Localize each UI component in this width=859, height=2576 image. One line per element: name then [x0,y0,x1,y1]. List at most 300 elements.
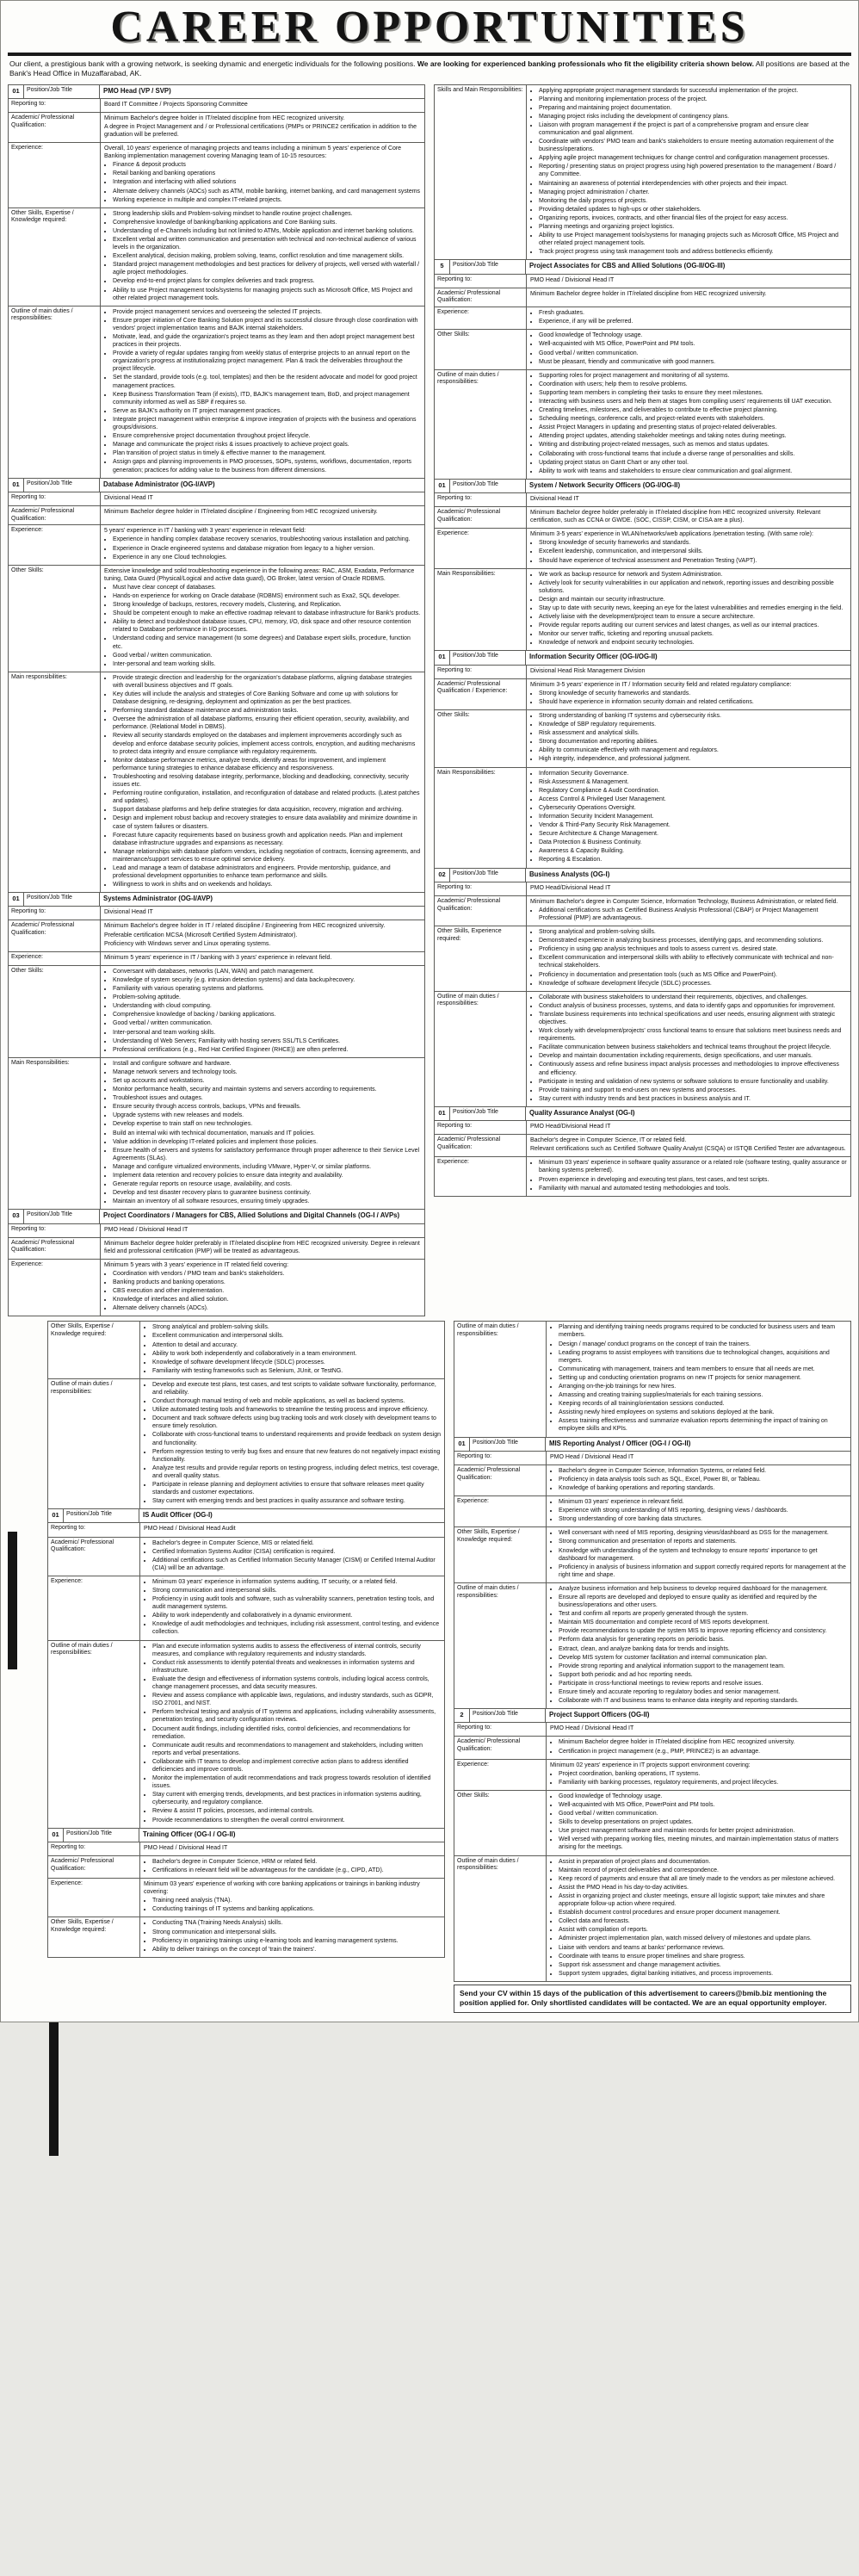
row-content [101,1058,424,1210]
detail-row [454,1527,850,1583]
bullet-item: • Familiarity with various operating systems and platforms. [113,985,421,993]
bullet-item: • Participate in cross-functional meetings to review reports and resolve issues. [559,1680,847,1687]
row-content [547,1322,850,1436]
content-text: Minimum Bachelor degree holder preferably in IT/related discipline from HEC recognized university. Degree in relevant field and professional certification (PMP) will be treated as advantageous. [104,1240,420,1254]
position-title-label: Position/Job Title [64,1509,139,1522]
bullet-item: • Well versed with preparing working files, meeting minutes, and maintain implementation status of matters arising for the meetings. [559,1836,847,1851]
bullet-list [104,161,421,203]
row-label: Academic/ Professional Qualification: [48,1538,140,1576]
bullet-item: • Conduct risk assessments to identify potential threats and weaknesses in information systems and infrastructure. [152,1659,441,1675]
detail-row [48,1379,444,1508]
bullet-item: • Develop and execute test plans, test cases, and test scripts to validate software functionality, performance, and reliability. [152,1381,441,1396]
bullet-item: • Utilize automated testing tools and frameworks to streamline the testing process and improve efficiency. [152,1406,441,1414]
position-title: Training Officer (OG-I / OG-II) [143,1830,236,1838]
position-title: Information Security Officer (OG-I/OG-II) [529,653,658,661]
bullet-item: • Coordinate with vendors' PMO team and bank's stakeholders to ensure meeting automation requirement of the business/operations. [539,138,847,153]
position-block [454,1321,851,1437]
row-label: Academic/ Professional Qualification: [48,1856,140,1878]
position-title-row [9,1210,424,1223]
bullet-item: • Strong analytical and problem-solving skills. [152,1323,441,1331]
content-text: Minimum 3-5 years' experience in IT / Information security field and related regulatory compliance: [530,681,792,688]
bullet-item: • Integration and interfacing with allied solutions [113,178,421,186]
detail-row [435,275,850,288]
position-title-label: Position/Job Title [24,1210,100,1223]
bullet-item: • Design / manage/ conduct programs on the concept of train the trainers. [559,1341,847,1348]
row-content [101,1260,424,1316]
row-label: Academic/ Professional Qualification: [9,113,101,142]
position-block [8,1209,425,1316]
bullet-item: • Develop MIS system for customer facilitation and internal communication plan. [559,1654,847,1662]
content-text: Preferable certification MCSA (Microsoft Certified System Administrator). [104,932,298,938]
bullet-list [550,1467,847,1492]
bullet-list [144,1919,441,1953]
bullet-item: • Strong understanding of core banking data structures. [559,1515,847,1523]
bullet-list [530,309,847,325]
bullet-item: • Access Control & Privileged User Management. [539,796,847,803]
bullet-item: • Key duties will include the analysis and strategies of Core Banking Software and come up with solutions for Database designing, re-designing, deployment and optimization as per the best practices. [113,690,421,706]
bullet-item: • Liaise with vendors and teams at banks' performance reviews. [559,1944,847,1952]
bullet-item: • Conducting trainings of IT systems and banking applications. [152,1905,441,1913]
detail-row [435,1121,850,1135]
bullet-item: • Maintaining an awareness of potential interdependencies with other projects and their impact. [539,180,847,188]
row-content [527,507,850,528]
bullet-item: • Assist in preparation of project plans and documentation. [559,1858,847,1866]
bullet-item: • We work as backup resource for network and System Administration. [539,571,847,579]
bullet-list [530,712,847,764]
position-title-row [48,1509,444,1523]
bullet-item: • Ability to communicate effectively with management and regulators. [539,746,847,754]
position-title-label: Position/Job Title [450,869,526,882]
bullet-item: • Applying agile project management techniques for change control and configuration management processes. [539,154,847,162]
bullet-item: • Review all security standards employed on the databases and implement improvements accordingly such as develop and enforce database security policies, implement access controls, encryption, and auditing mechanisms to protect data integrity and ensure compliance with regulatory requirements. [113,732,421,755]
bullet-item: • Updating project status on Gantt Chart or any other tool. [539,459,847,467]
bullet-list [550,1498,847,1523]
row-label: Academic/ Professional Qualification: [9,920,101,951]
detail-row [9,566,424,672]
bullet-item: • Develop and maintain documentation including requirements, design specifications, and user manuals. [539,1052,847,1060]
footer-days: 15 days [533,1988,560,1997]
bullet-item: • Managing project risks including the development of contingency plans. [539,113,847,121]
detail-row [435,710,850,768]
bullet-item: • Strong analytical and problem-solving skills. [539,928,847,936]
row-content [527,85,850,260]
position-title: Project Coordinators / Managers for CBS, Allied Solutions and Digital Channels (OG-I / AVPs) [103,1211,400,1220]
row-content [140,1576,444,1640]
row-label: Reporting to: [48,1523,140,1536]
bullet-item: • Collect data and forecasts. [559,1917,847,1925]
masthead-divider [8,53,851,56]
row-label: Main responsibilities: [9,672,101,892]
bullet-item: • Strong communication and presentation of reports and statements. [559,1538,847,1545]
detail-row [48,1917,444,1956]
bullet-item: • Monitor our server traffic, ticketing and reporting unusual packets. [539,630,847,638]
bullet-item: • Evaluate the design and effectiveness of information systems controls, including logical access controls, change management processes, and data security measures. [152,1675,441,1691]
position-title-label: Position/Job Title [450,260,526,273]
bullet-item: • Good verbal / written communication. [113,652,421,659]
row-content [527,882,850,895]
position-title: Business Analysts (OG-I) [529,870,610,878]
position-block [47,1321,445,1509]
row-content [547,1856,850,1981]
bullet-item: • Provide training and support to end-users on new systems and processes. [539,1087,847,1094]
bullet-list [530,372,847,475]
bullet-item: • Banking products and banking operations. [113,1279,421,1286]
position-title-label: Position/Job Title [470,1709,546,1722]
row-label: Main Responsibilities: [435,569,527,651]
bullet-item: • Knowledge of software development lifecycle (SDLC) processes. [539,980,847,988]
column-top-right [434,84,851,1196]
bullet-item: • Perform technical testing and analysis of IT systems and applications, including vulnerability assessments, penetration testing, and security configuration reviews. [152,1708,441,1724]
row-content [140,1879,444,1917]
bullet-item: • Supporting team members in completing their tasks to ensure they meet milestones. [539,389,847,397]
bullet-list [104,1270,421,1312]
detail-row [454,1496,850,1527]
print-edge-bar [49,2022,59,2156]
detail-row [9,143,424,208]
row-content [140,1322,444,1378]
content-text: Minimum Bachelor's degree in Computer Science, Information Technology, Business Administration, or related field. [530,898,838,905]
row-label: Experience: [9,1260,101,1316]
bullet-item: • Provide project management services and overseeing the selected IT projects. [113,308,421,316]
content-text: Overall, 10 years' experience of managing projects and teams including a minimum 5 years' experience of Core Banking implementation management covering Managing team of 10-15 resources: [104,146,402,160]
bullet-item: • Comprehensive knowledge of backing / banking applications. [113,1011,421,1019]
row-label: Reporting to: [454,1723,547,1736]
detail-row [48,1856,444,1879]
application-instructions [454,1985,851,2013]
bullet-item: • Professional certifications (e.g., Red Hat Certified Engineer (RHCE)) are often preferred. [113,1046,421,1054]
detail-row [435,768,850,868]
bullet-item: • Proficiency in analysis of business information and support correctly required reports for management at the right time and shape. [559,1564,847,1579]
row-content [140,1842,444,1855]
bullet-item: • Conversant with databases, networks (LAN, WAN) and patch management. [113,968,421,975]
bullet-list [104,210,421,302]
bullet-item: • Support database platforms and help define strategies for data acquisition, recovery, migration and archiving. [113,806,421,814]
row-label: Experience: [9,952,101,965]
bullet-item: • Review and assess compliance with applicable laws, regulations, and industry standards, such as GDPR, ISO 27001, and NIST. [152,1692,441,1707]
bullet-list [104,674,421,889]
bullet-list [530,539,847,564]
detail-row [435,992,850,1106]
row-content [527,275,850,288]
bullet-item: • Inter-personal and team working skills. [113,1029,421,1037]
detail-row [435,1157,850,1195]
position-title-row [9,85,424,99]
position-title: Project Associates for CBS and Allied Solutions (OG-II/OG-III) [529,262,726,270]
row-label: Outline of main duties / responsibilities: [454,1322,547,1436]
row-content [140,1917,444,1956]
row-content [527,288,850,307]
bullet-item: • Risk assessment and analytical skills. [539,729,847,737]
bullet-list [104,1060,421,1206]
bullet-item: • Strong leadership skills and Problem-solving mindset to handle routine project challenges. [113,210,421,218]
bullet-list [530,331,847,365]
bullet-item: • Standard project management methodologies and best practices for delivery of projects, well versed with waterfall / agile project methodologies. [113,261,421,276]
detail-row [9,1260,424,1316]
content-text: PMO Head / Divisional Head IT [530,276,615,283]
bullet-item: • Bachelor's degree in Computer Science, MIS or related field. [152,1539,441,1547]
row-label: Other Skills: [454,1791,547,1855]
bullet-item: • Ability to work both independently and collaboratively in a team environment. [152,1350,441,1358]
bullet-item: • Integrate project management within enterprise & improve integration of projects with the business and operations groups/divisions. [113,416,421,431]
content-text: Board IT Committee / Projects Sponsoring Committee [104,101,248,108]
bullet-item: • Conduct analysis of business processes, systems, and data to identify gaps and opportunities for improvement. [539,1002,847,1010]
bullet-item: • Problem-solving aptitude. [113,994,421,1001]
detail-row [48,1641,444,1828]
bullet-item: • Upgrade systems with new releases and models. [113,1112,421,1119]
row-content [101,1238,424,1259]
bullet-item: • Ability to work independently and collaboratively in a dynamic environment. [152,1612,441,1619]
bullet-item: • Collaborate with cross-functional teams to understand requirements and provide feedback on system design and functionality. [152,1431,441,1446]
row-content [527,529,850,567]
position-count: 01 [9,479,24,492]
detail-row [435,679,850,710]
detail-row [435,896,850,926]
position-title-row [454,1438,850,1452]
bullet-item: • Alternate delivery channels (ADCs) such as ATM, mobile banking, internet banking, and card management systems [113,188,421,195]
bullet-item: • Strong knowledge of security frameworks and standards. [539,690,847,697]
detail-row [454,1465,850,1496]
row-content [101,99,424,112]
bullet-item: • Certification in project management (e.g., PMP, PRINCE2) is an advantage. [559,1748,847,1756]
bullet-item: • Provide recommendations to strengthen the overall control environment. [152,1817,441,1824]
row-content [101,907,424,920]
bullet-item: • Plan transition of project status in timely & effective manner to the management. [113,449,421,457]
row-content [527,1121,850,1134]
bullet-item: • Excellent communication and interpersonal skills. [152,1332,441,1340]
bullet-list [530,907,847,922]
row-content [527,679,850,709]
bullet-item: • Ability to work with teams and stakeholders to ensure clear communication and goal alignment. [539,468,847,475]
row-label: Other Skills: [9,566,101,672]
bullet-item: • Minimum 03 years' experience in information systems auditing, IT security, or a related field. [152,1578,441,1586]
row-label: Other Skills, Expertise / Knowledge required: [48,1322,140,1378]
bullet-item: • Managing project administration / charter. [539,189,847,196]
bullet-item: • Inter-personal and team working skills. [113,660,421,668]
row-content [547,1527,850,1582]
detail-row [9,525,424,565]
position-title-label: Position/Job Title [450,651,526,664]
bullet-item: • Collaborate with IT teams to develop and implement corrective action plans to address identified deficiencies and improve controls. [152,1758,441,1774]
row-label: Academic/ Professional Qualification: [454,1465,547,1495]
bullet-list [144,1643,441,1824]
bullet-item: • Good knowledge of Technology usage. [539,331,847,339]
content-text: Relevant certifications such as Certified Software Quality Analyst (CSQA) or ISTQB Certified Tester are advantageous. [530,1146,846,1153]
bullet-item: • Ability to use Project management tools/systems for managing projects such as Microsoft Office, MS Project and other related project management tools. [539,232,847,247]
bullet-item: • Information Security Governance. [539,770,847,777]
row-label: Reporting to: [454,1452,547,1464]
bullet-item: • Ability to deliver trainings on the concept of 'train the trainers'. [152,1946,441,1954]
column-bottom-right [454,1321,851,2012]
bullet-list [144,1858,441,1874]
content-text: Divisional Head Risk Management Division [530,667,646,674]
detail-row [435,529,850,568]
bullet-item: • Cybersecurity Operations Oversight. [539,804,847,812]
content-text: Bachelor's degree in Computer Science, IT or related field. [530,1137,687,1144]
row-content [527,896,850,926]
bullet-item: • Hands-on experience for working on Oracle database (RDBMS) environment such as Exa2, SQL developer. [113,592,421,600]
bullet-item: • Minimum 03 years' experience in software quality assurance or a related role (software testing, quality assurance or banking systems preferred). [539,1159,847,1174]
row-label: Other Skills, Expertise / Knowledge required: [48,1917,140,1956]
bullet-item: • Experience in any one Cloud technologies. [113,554,421,561]
bullet-item: • Review & assist IT policies, processes, and internal controls. [152,1807,441,1815]
detail-row [435,493,850,507]
bullet-item: • Information Security Incident Management. [539,813,847,820]
row-content [101,208,424,306]
content-text: Minimum Bachelor degree holder in IT/related discipline / Engineering from HEC recognized university. [104,508,378,515]
bullet-item: • Continuously assess and refine business impact analysis processes and methodologies to improve effectiveness and efficiency. [539,1061,847,1076]
position-title-row [48,1829,444,1842]
position-block [47,1508,445,1828]
row-content [101,506,424,525]
bullet-item: • Attending project updates, attending stakeholder meetings and taking notes during meetings. [539,432,847,440]
bullet-item: • Familiarity with manual and automated testing methodologies and tools. [539,1185,847,1192]
bullet-item: • Demonstrated experience in analyzing business processes, identifying gaps, and recommending solutions. [539,937,847,944]
bullet-item: • Develop expertise to train staff on new technologies. [113,1120,421,1128]
content-text: Minimum Bachelor's degree holder in IT/related discipline from HEC recognized university. [104,115,345,121]
bullet-item: • Develop and test disaster recovery plans to guarantee business continuity. [113,1189,421,1197]
row-content [527,926,850,991]
bullet-item: • Strong knowledge of backups, restores, recovery models, Clustering, and Replication. [113,601,421,609]
position-block [8,478,425,894]
bullet-list [144,1381,441,1505]
detail-row [9,672,424,892]
bullet-item: • Design and maintain our security infrastructure. [539,596,847,604]
detail-row [48,1842,444,1856]
position-count: 01 [9,893,24,906]
row-content [547,1496,850,1526]
row-content [101,672,424,892]
position-title: System / Network Security Officers (OG-I/OG-II) [529,480,681,489]
row-label: Outline of main duties / responsibilities: [435,992,527,1106]
position-title: Project Support Officers (OG-II) [549,1711,650,1719]
bullet-item: • Ensure security through access controls, backups, VPNs and firewalls. [113,1103,421,1111]
detail-row [435,569,850,651]
row-content [527,768,850,868]
bullet-list [144,1323,441,1375]
content-text: PMO Head/Divisional Head IT [530,1124,611,1130]
bullet-list [550,1585,847,1705]
position-title: Database Administrator (OG-I/AVP) [103,480,215,488]
content-text: PMO Head / Divisional Head IT [550,1725,634,1732]
bullet-item: • Coordination with users; help them to resolve problems. [539,381,847,388]
detail-row [435,330,850,369]
detail-row [454,1322,850,1436]
row-label: Experience: [454,1760,547,1790]
positions-grid-bottom [8,1321,851,2012]
bullet-item: • Finance & deposit products [113,161,421,169]
bullet-list [530,571,847,647]
row-label: Experience: [435,529,527,567]
bullet-item: • Assist in organizing project and cluster meetings, ensure all logistic support; take minutes and share appropriate follow-up action where required. [559,1892,847,1908]
row-label: Outline of main duties / responsibilities: [9,307,101,478]
content-text: Minimum 02 years' experience in IT projects support environment covering: [550,1762,751,1768]
bullet-item: • Translate business requirements into technical specifications and user needs, ensuring alignment with strategic objectives. [539,1011,847,1026]
intro-text-1: Our client, a prestigious bank with a growing network, is seeking dynamic and energetic individuals for the following positions. [9,59,417,68]
detail-row [454,1760,850,1791]
row-label: Experience: [9,525,101,564]
bullet-item: • Working experience in multiple and complex IT-related projects. [113,196,421,204]
bullet-item: • Build an internal wiki with technical documentation, manuals and IT policies. [113,1130,421,1137]
row-content [101,143,424,207]
bullet-item: • Understanding of e-Channels including but not limited to ATMs, Mobile application and internet banking solutions. [113,227,421,235]
bullet-item: • Analyze test results and provide regular reports on testing progress, including defect metrics, test coverage, and overall quality status. [152,1464,441,1480]
bullet-item: • Strong knowledge of security frameworks and standards. [539,539,847,547]
row-label: Reporting to: [435,882,527,895]
position-title: Systems Administrator (OG-I/AVP) [103,895,213,903]
row-label: Experience: [48,1879,140,1917]
content-text: Proficiency with Windows server and Linux operating systems. [104,940,271,947]
position-title-label: Position/Job Title [450,480,526,492]
row-label: Reporting to: [9,99,101,112]
bullet-list [550,1770,847,1786]
bullet-list [530,770,847,864]
bullet-item: • Leading programs to assist employees with transitions due to technological changes, acquisitions and mergers. [559,1349,847,1365]
row-label: Reporting to: [9,907,101,920]
row-content [547,1737,850,1758]
position-count: 03 [9,1210,24,1223]
bullet-item: • Communicate audit results and recommendations to management and stakeholders, including written reports and verbal presentations. [152,1742,441,1757]
bullet-item: • Planning and identifying training needs programs required to be conducted for business users and team members. [559,1323,847,1339]
bullet-item: • Vendor & Third-Party Security Risk Management. [539,821,847,829]
column-bottom-left [47,1321,445,1956]
position-title: Quality Assurance Analyst (OG-I) [529,1108,635,1117]
position-block [434,479,851,652]
intro-text-2: All positions are based at the Bank's Head Office in Muzaffarabad, AK. [9,59,850,78]
bullet-item: • Minimum 03 years' experience in relevant field. [559,1498,847,1506]
bullet-list [530,87,847,257]
bullet-item: • Supporting roles for project management and monitoring of all systems. [539,372,847,380]
bullet-item: • Maintain an inventory of all software resources, ensuring timely upgrades. [113,1198,421,1205]
bullet-item: • Reporting / presenting status on project progress using high powered presentation to the management / Board / any Committee. [539,163,847,178]
bullet-item: • Collaborate with business stakeholders to understand their requirements, objectives, and challenges. [539,994,847,1001]
bullet-item: • Alternate delivery channels (ADCs). [113,1304,421,1312]
position-title-row [435,480,850,493]
position-title-row [435,651,850,665]
bullet-item: • Proficiency in documentation and presentation tools (such as MS Office and PowerPoint). [539,971,847,979]
bullet-item: • Ensure all reports are developed and deployed to ensure quality as identified and required by the business/operations and other users. [559,1594,847,1609]
bullet-item: • Arranging on-the-job trainings for new hires. [559,1383,847,1390]
bullet-item: • Must be pleasant, friendly and communicative with good manners. [539,358,847,366]
bullet-list [144,1539,441,1572]
bullet-item: • Certifications in relevant field will be advantageous for the candidate (e.g., CIPD, ATD). [152,1867,441,1874]
bullet-item: • Design and implement robust backup and recovery strategies to ensure data availability and minimize downtime in case of system failures or disasters. [113,814,421,830]
bullet-item: • Experience with strong understanding of MIS reporting, designing views / dashboards. [559,1507,847,1514]
bullet-item: • Experience in handling complex database recovery scenarios, troubleshooting various installation and patching. [113,536,421,543]
bullet-item: • Establish document control procedures and ensure proper document management. [559,1909,847,1917]
bullet-item: • Attention to detail and accuracy. [152,1341,441,1349]
position-title-label: Position/Job Title [24,479,100,492]
bullet-item: • Lead and manage a team of database administrators and engineers. Provide mentorship, guidance, and professional development opportunities to enhance team performance and skills. [113,864,421,880]
bullet-item: • Coordinate with teams to ensure proper timelines and share progress. [559,1953,847,1960]
detail-row [9,1224,424,1238]
row-label: Academic/ Professional Qualification: [435,1135,527,1156]
detail-row [48,1523,444,1537]
bullet-item: • Keep Business Transformation Team (if exists), ITD, BAJK's management team, BoD, and project management community informed as well as SBP if requires so. [113,391,421,406]
bullet-item: • Providing detailed updates to high-ups or other stakeholders. [539,206,847,214]
position-title: IS Audit Officer (OG-I) [143,1511,213,1520]
email-address: careers@bmib.biz [709,1988,773,1997]
row-label: Reporting to: [435,666,527,678]
bullet-item: • Excellent communication and interpersonal skills with ability to effectively communicate with technical and non-technical stakeholders. [539,954,847,969]
content-text: Minimum 3-5 years' experience in WLAN/networks/web applications /penetration testing. (With same role): [530,531,813,538]
content-text: Divisional Head IT [530,495,579,502]
bullet-item: • Provide strong reporting and analytical information support to the management team. [559,1663,847,1670]
bullet-item: • Support both periodic and ad hoc reporting needs. [559,1671,847,1679]
bullet-item: • Risk Assessment & Management. [539,778,847,786]
bullet-item: • Bachelor's degree in Computer Science, Information Systems, or related field. [559,1467,847,1475]
bullet-item: • Retail banking and banking operations [113,170,421,177]
row-label: Reporting to: [48,1842,140,1855]
